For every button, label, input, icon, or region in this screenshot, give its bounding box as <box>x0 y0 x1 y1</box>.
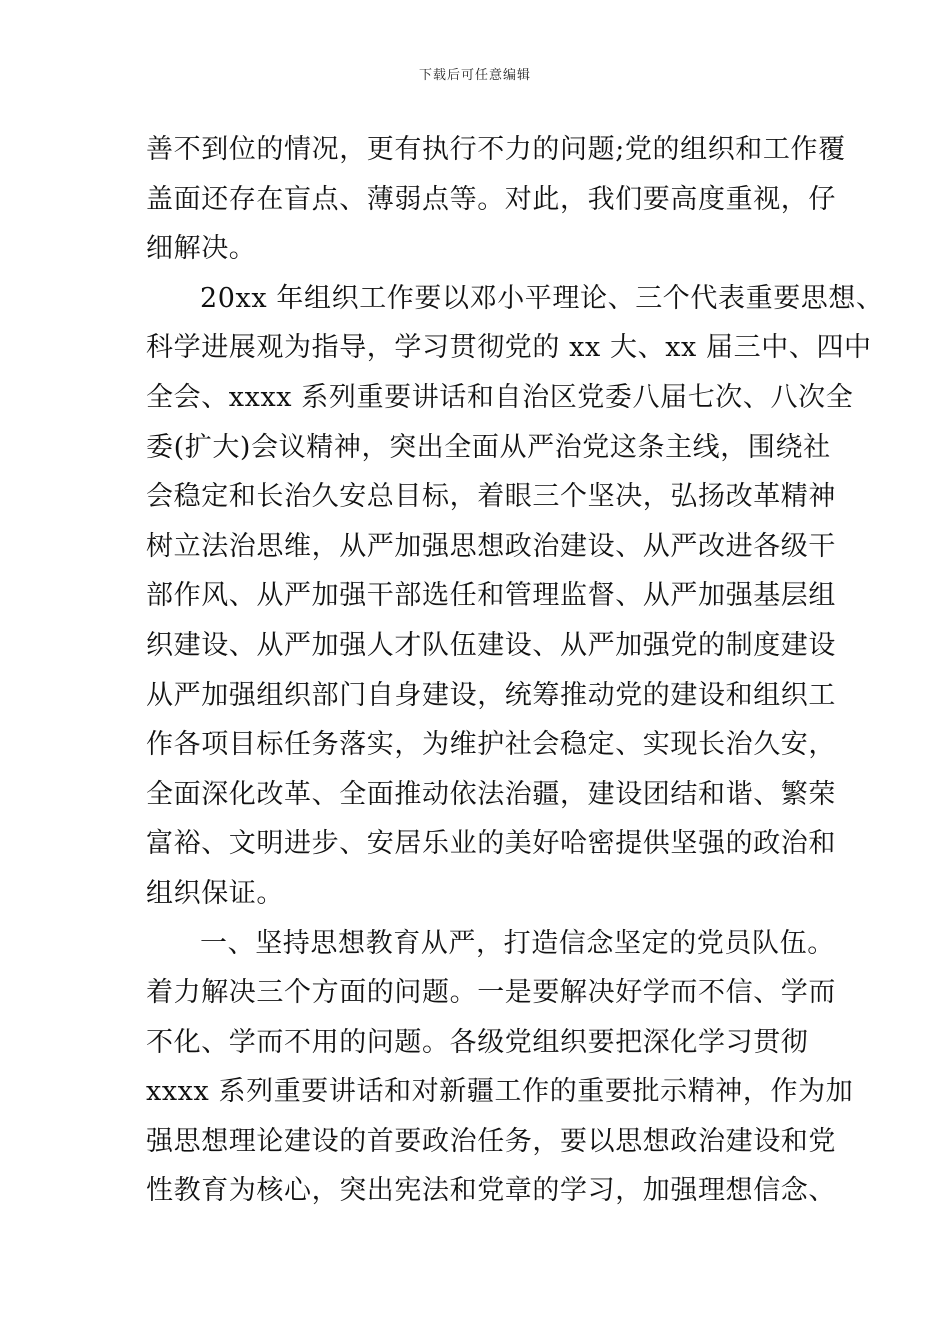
text-line: 盖面还存在盲点、薄弱点等。对此，我们要高度重视，仔 <box>146 183 836 215</box>
text-line: xxxx 系列重要讲话和对新疆工作的重要批示精神，作为加 <box>146 1076 854 1108</box>
page-header: 下载后可任意编辑 <box>418 68 531 83</box>
text-line: 树立法治思维，从严加强思想政治建设、从严改进各级干 <box>146 530 836 562</box>
text-line: 富裕、文明进步、安居乐业的美好哈密提供坚强的政治和 <box>146 828 836 860</box>
text-line: 细解决。 <box>146 233 257 265</box>
text-line: 委(扩大)会议精神，突出全面从严治党这条主线，围绕社 <box>146 431 831 463</box>
text-line: 全会、xxxx 系列重要讲话和自治区党委八届七次、八次全 <box>146 381 854 413</box>
text-line: 织建设、从严加强人才队伍建设、从严加强党的制度建设 <box>146 629 836 661</box>
section-heading-line: 一、坚持思想教育从严，打造信念坚定的党员队伍。 <box>200 927 835 959</box>
text-line: 着力解决三个方面的问题。一是要解决好学而不信、学而 <box>146 977 836 1009</box>
text-line: 善不到位的情况，更有执行不力的问题;党的组织和工作覆 <box>146 134 846 165</box>
text-line: 全面深化改革、全面推动依法治疆，建设团结和谐、繁荣 <box>146 778 836 810</box>
text-line: 会稳定和长治久安总目标，着眼三个坚决，弘扬改革精神 <box>146 481 836 513</box>
text-line: 部作风、从严加强干部选任和管理监督、从严加强基层组 <box>146 580 836 612</box>
text-line: 强思想理论建设的首要政治任务，要以思想政治建设和党 <box>146 1125 836 1157</box>
document-body <box>146 125 884 1216</box>
text-line: 作各项目标任务落实，为维护社会稳定、实现长治久安， <box>146 729 836 761</box>
text-line: 不化、学而不用的问题。各级党组织要把深化学习贯彻 <box>146 1026 809 1058</box>
text-line: 科学进展观为指导，学习贯彻党的 xx 大、xx 届三中、四中 <box>146 332 872 364</box>
text-line: 性教育为核心，突出宪法和党章的学习，加强理想信念、 <box>146 1175 836 1207</box>
text-line: 组织保证。 <box>146 877 284 909</box>
paragraph-start-line: 20xx 年组织工作要以邓小平理论、三个代表重要思想、 <box>200 282 884 314</box>
text-line: 从严加强组织部门自身建设，统筹推动党的建设和组织工 <box>146 679 836 711</box>
